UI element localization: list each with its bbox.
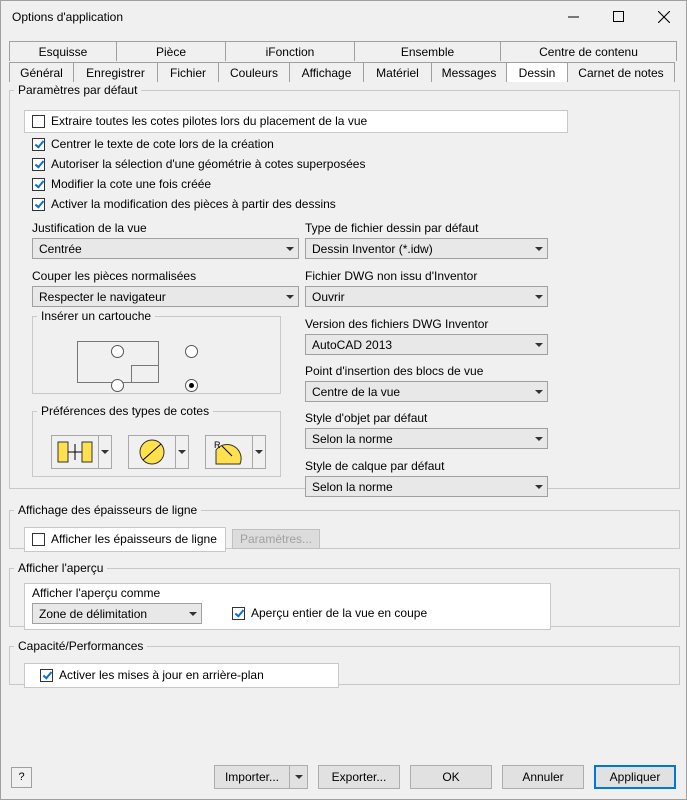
chevron-down-icon[interactable] (176, 435, 189, 469)
chevron-down-icon (184, 612, 201, 616)
combo-dwg-version-value: AutoCAD 2013 (312, 337, 393, 352)
group-cartouche-label: Insérer un cartouche (41, 309, 152, 323)
group-line-weight-label: Affichage des épaisseurs de ligne (18, 503, 198, 517)
radius-dimension-icon (205, 435, 253, 469)
line-weight-settings-button[interactable]: Paramètres... (232, 529, 320, 549)
tab-messages[interactable]: Messages (431, 62, 507, 82)
checkbox-full-preview[interactable] (232, 606, 427, 620)
group-inserer-cartouche (32, 309, 281, 394)
combo-cut-standard[interactable] (32, 286, 299, 307)
tab-centre-de-contenu[interactable]: Centre de contenu (500, 41, 677, 61)
combo-cut-standard-value: Respecter le navigateur (39, 289, 166, 304)
checkbox-center-text[interactable] (32, 137, 274, 151)
help-icon[interactable]: ? (11, 767, 32, 788)
export-button[interactable]: Exporter... (318, 765, 400, 789)
tab-fichier[interactable]: Fichier (157, 62, 219, 82)
checkbox-box (232, 607, 245, 620)
tab-couleurs[interactable]: Couleurs (218, 62, 290, 82)
chevron-down-icon (530, 247, 547, 251)
checkbox-box (32, 138, 45, 151)
combo-preview-as[interactable] (32, 603, 202, 624)
combo-dwg-version[interactable] (305, 334, 548, 355)
checkbox-modify-dim[interactable] (32, 177, 211, 191)
combo-layer-style[interactable] (305, 476, 548, 497)
label-insert-point: Point d'insertion des blocs de vue (305, 364, 484, 378)
checkbox-show-line-weights[interactable] (32, 532, 217, 546)
label-dwg-non-inventor: Fichier DWG non issu d'Inventor (305, 269, 478, 283)
group-preferences-cotes (32, 404, 281, 477)
minimize-icon[interactable] (551, 2, 596, 32)
tab-carnet-de-notes[interactable]: Carnet de notes (567, 62, 675, 82)
import-button[interactable]: Importer... (214, 765, 290, 789)
checkbox-box (32, 533, 45, 546)
chevron-down-icon[interactable] (290, 765, 308, 789)
combo-default-type[interactable] (305, 238, 548, 259)
label-object-style: Style d'objet par défaut (305, 411, 428, 425)
checkbox-allow-select[interactable] (32, 157, 365, 171)
chevron-down-icon (281, 247, 298, 251)
tab-strip (1, 33, 686, 83)
group-afficher-apercu (9, 561, 680, 627)
checkbox-box (32, 158, 45, 171)
radius-dimension-button[interactable] (205, 435, 266, 469)
group-defaults-label: Paramètres par défaut (18, 83, 138, 97)
checkbox-extract-dims[interactable] (32, 114, 367, 128)
chevron-down-icon (281, 295, 298, 299)
combo-preview-as-value: Zone de délimitation (39, 606, 148, 621)
checkbox-enable-edit-label: Activer la modification des pièces à partir des dessins (51, 197, 336, 211)
tab-ensemble[interactable]: Ensemble (354, 41, 501, 61)
checkbox-box (32, 198, 45, 211)
combo-insert-point[interactable] (305, 381, 548, 402)
apply-button[interactable]: Appliquer (594, 765, 676, 789)
svg-text:R: R (214, 440, 221, 450)
ok-button[interactable]: OK (410, 765, 492, 789)
tab-row-2 (9, 62, 678, 83)
linear-dimension-button[interactable] (51, 435, 112, 469)
chevron-down-icon (530, 437, 547, 441)
close-icon[interactable] (641, 2, 686, 32)
chevron-down-icon (530, 390, 547, 394)
checkbox-enable-edit[interactable] (32, 197, 336, 211)
tab-ifonction[interactable]: iFonction (225, 41, 355, 61)
label-dwg-version: Version des fichiers DWG Inventor (305, 317, 489, 331)
combo-insert-point-value: Centre de la vue (312, 384, 401, 399)
label-justification: Justification de la vue (32, 221, 147, 235)
tab-enregistrer[interactable]: Enregistrer (73, 62, 158, 82)
label-layer-style: Style de calque par défaut (305, 459, 445, 473)
combo-justification-value: Centrée (39, 241, 82, 256)
chevron-down-icon (530, 343, 547, 347)
checkbox-extract-dims-label: Extraire toutes les cotes pilotes lors du placement de la vue (51, 114, 368, 128)
diameter-dimension-icon (128, 435, 176, 469)
title-bar (1, 1, 686, 33)
window-title: Options d'application (12, 9, 124, 24)
linear-dimension-icon (51, 435, 99, 469)
checkbox-background-updates[interactable] (40, 668, 264, 682)
dialog-footer (1, 755, 686, 799)
combo-justification[interactable] (32, 238, 299, 259)
maximize-icon[interactable] (596, 2, 641, 32)
group-preview-label: Afficher l'aperçu (18, 561, 104, 575)
tab-piece[interactable]: Pièce (116, 41, 226, 61)
checkbox-full-preview-label: Aperçu entier de la vue en coupe (251, 606, 428, 620)
tab-dessin[interactable]: Dessin (506, 62, 568, 82)
radio-cartouche-top-left[interactable] (111, 345, 124, 358)
tab-materiel[interactable]: Matériel (363, 62, 432, 82)
label-preview-as: Afficher l'aperçu comme (32, 586, 161, 600)
label-default-type: Type de fichier dessin par défaut (305, 221, 479, 235)
checkbox-center-text-label: Centrer le texte de cote lors de la création (51, 137, 274, 151)
combo-object-style[interactable] (305, 428, 548, 449)
import-split-button[interactable] (214, 765, 308, 789)
combo-default-type-value: Dessin Inventor (*.idw) (312, 241, 433, 256)
group-capacite-performances (9, 639, 680, 685)
tab-affichage[interactable]: Affichage (289, 62, 364, 82)
radio-cartouche-top-right[interactable] (185, 345, 198, 358)
group-parametres-par-defaut (9, 83, 680, 494)
combo-dwg-non-inventor-value: Ouvrir (312, 289, 345, 304)
diameter-dimension-button[interactable] (128, 435, 189, 469)
checkbox-show-line-weights-label: Afficher les épaisseurs de ligne (51, 532, 217, 546)
combo-layer-style-value: Selon la norme (312, 479, 393, 494)
cancel-button[interactable]: Annuler (502, 765, 584, 789)
checkbox-box (40, 669, 53, 682)
radio-cartouche-bottom-left[interactable] (111, 379, 124, 392)
checkbox-background-updates-label: Activer les mises à jour en arrière-plan (59, 668, 264, 682)
dessin-panel (1, 83, 686, 755)
tab-general[interactable]: Général (9, 62, 74, 82)
radio-cartouche-bottom-right[interactable] (185, 379, 198, 392)
chevron-down-icon[interactable] (253, 435, 266, 469)
checkbox-box (32, 115, 45, 128)
chevron-down-icon (530, 485, 547, 489)
group-dim-pref-label: Préférences des types de cotes (41, 404, 210, 418)
chevron-down-icon (530, 295, 547, 299)
checkbox-allow-select-label: Autoriser la sélection d'une géométrie à cotes superposées (51, 157, 366, 171)
group-epaisseurs-de-ligne (9, 503, 680, 549)
tab-row-1 (9, 41, 678, 62)
combo-object-style-value: Selon la norme (312, 431, 393, 446)
checkbox-box (32, 178, 45, 191)
group-capacity-label: Capacité/Performances (18, 639, 144, 653)
combo-dwg-non-inventor[interactable] (305, 286, 548, 307)
label-cut-standard: Couper les pièces normalisées (32, 269, 197, 283)
chevron-down-icon[interactable] (99, 435, 112, 469)
checkbox-modify-dim-label: Modifier la cote une fois créée (51, 177, 212, 191)
cartouche-preview-block (131, 365, 158, 382)
tab-esquisse[interactable]: Esquisse (9, 41, 117, 61)
